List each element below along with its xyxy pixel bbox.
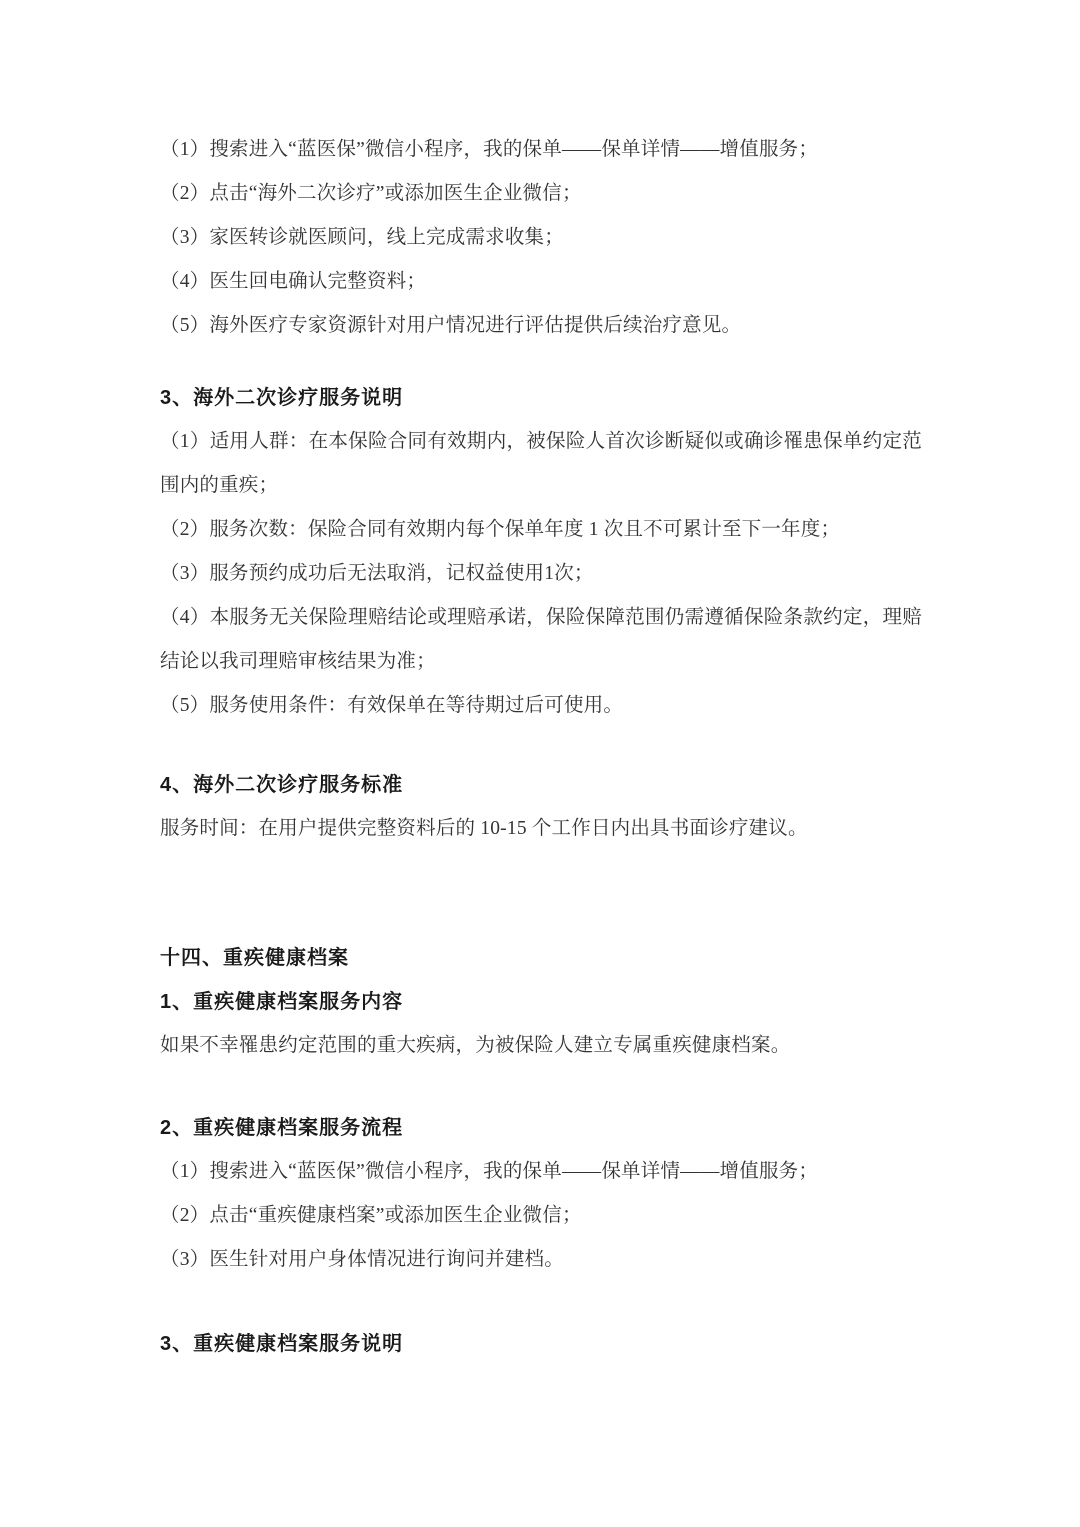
ci-content-heading: 1、重疾健康档案服务内容 bbox=[160, 991, 404, 1013]
overseas-flow-step: （4）医生回电确认完整资料； bbox=[160, 271, 427, 292]
ci-flow-heading: 2、重疾健康档案服务流程 bbox=[160, 1117, 404, 1139]
ci-content-text: 如果不幸罹患约定范围的重大疾病，为被保险人建立专属重疾健康档案。 bbox=[160, 1035, 791, 1056]
ci-notes-heading: 3、重疾健康档案服务说明 bbox=[160, 1333, 404, 1355]
overseas-flow-step: （1）搜索进入“蓝医保”微信小程序，我的保单——保单详情——增值服务； bbox=[160, 139, 819, 160]
overseas-standard-text: 服务时间：在用户提供完整资料后的 10-15 个工作日内出具书面诊疗建议。 bbox=[160, 818, 808, 839]
ci-flow-step: （3）医生针对用户身体情况进行询问并建档。 bbox=[160, 1249, 564, 1270]
ci-flow-step: （1）搜索进入“蓝医保”微信小程序，我的保单——保单详情——增值服务； bbox=[160, 1161, 819, 1182]
overseas-flow-step: （5）海外医疗专家资源针对用户情况进行评估提供后续治疗意见。 bbox=[160, 315, 742, 336]
ci-flow-step: （2）点击“重疾健康档案”或添加医生企业微信； bbox=[160, 1205, 582, 1226]
overseas-note: （4）本服务无关保险理赔结论或理赔承诺，保险保障范围仍需遵循保险条款约定，理赔结论以我司理赔审核结果为准； bbox=[160, 607, 922, 672]
overseas-note: （2）服务次数：保险合同有效期内每个保单年度 1 次且不可累计至下一年度； bbox=[160, 519, 841, 540]
overseas-flow-step: （2）点击“海外二次诊疗”或添加医生企业微信； bbox=[160, 183, 582, 204]
overseas-note: （1）适用人群：在本保险合同有效期内，被保险人首次诊断疑似或确诊罹患保单约定范围内的重疾； bbox=[160, 431, 922, 496]
overseas-notes-heading: 3、海外二次诊疗服务说明 bbox=[160, 387, 404, 409]
overseas-standard-heading: 4、海外二次诊疗服务标准 bbox=[160, 774, 404, 796]
overseas-note: （5）服务使用条件：有效保单在等待期过后可使用。 bbox=[160, 695, 624, 716]
overseas-note: （3）服务预约成功后无法取消，记权益使用1次； bbox=[160, 563, 594, 584]
overseas-flow-step: （3）家医转诊就医顾问，线上完成需求收集； bbox=[160, 227, 564, 248]
ci-chapter-heading: 十四、重疾健康档案 bbox=[160, 947, 349, 969]
